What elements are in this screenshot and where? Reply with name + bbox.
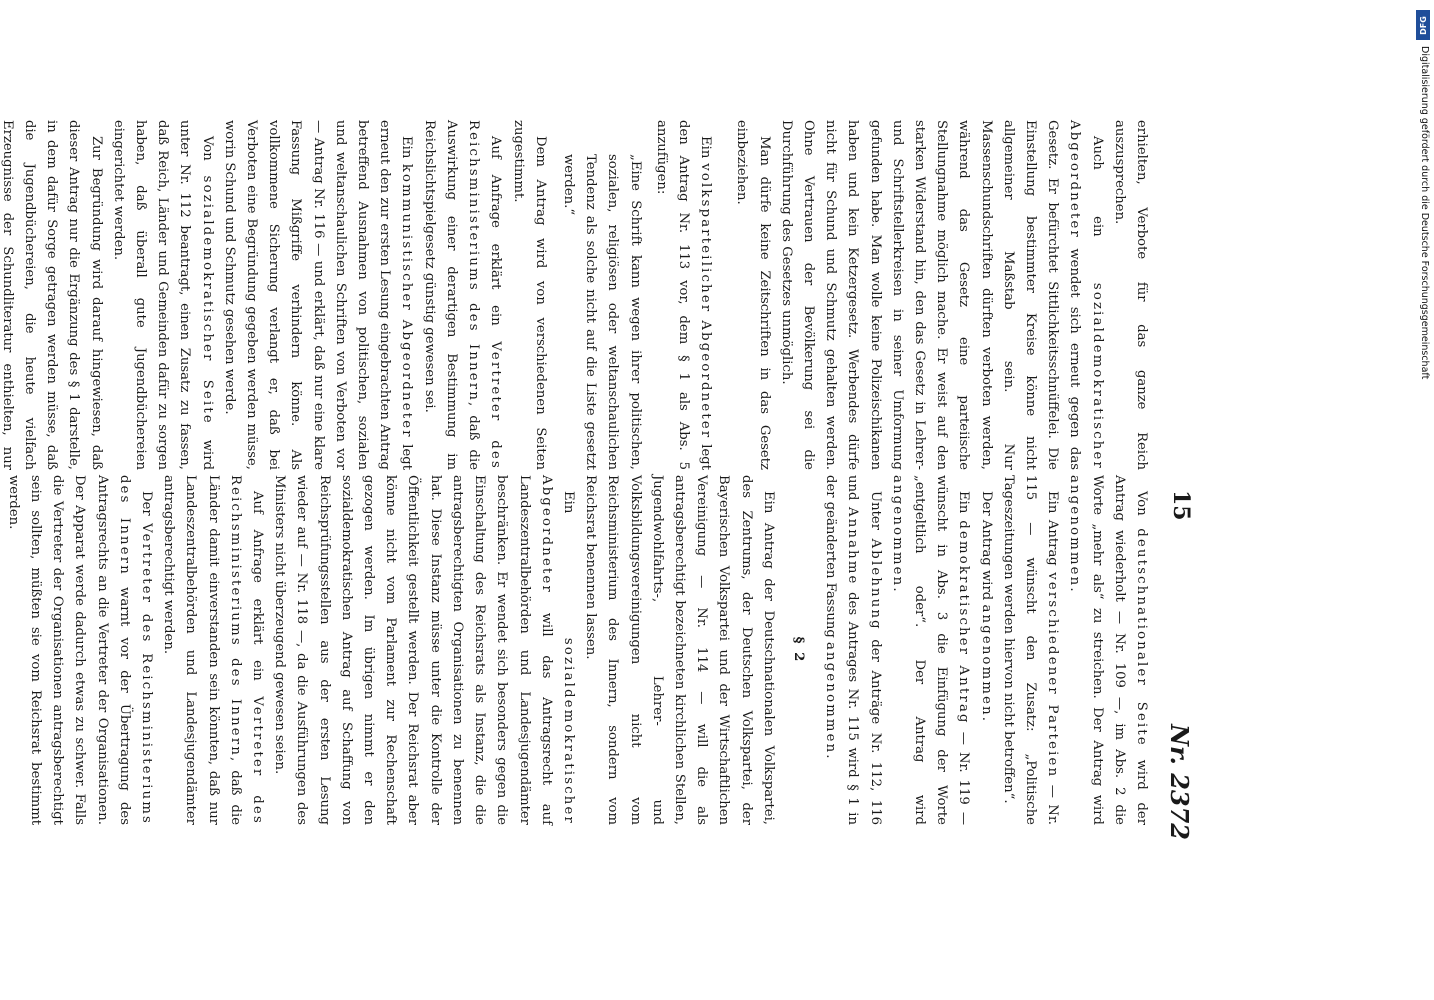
- paragraph: Auf Anfrage erklärt ein Vertreter des Reichsministeriums des Innern, daß die Länder damit einverstanden sein könnten, daß nur Landeszentralbehörden und Landesjugendämter antragsberechtigt werden.: [161, 475, 266, 825]
- document-number: Nr. 2372: [1165, 724, 1194, 840]
- paragraph: Ein sozialdemokratischer Abgeordneter will das Antragsrecht auf Landeszentralbehörden und Landesjugendämter beschränken. Er wendet sich besonders gegen die Einschaltung des Reichsrats als Instanz, die die antragsberechtigten Organisationen zu benennen hat. Diese Instanz müsse unter die Kontrolle der Öffentlichkeit gestellt werden. Der Reichsrat aber könne nicht vom Parlament zur Rechenschaft gezogen werden. Im übrigen nimmt er den sozialdemokratischen Antrag auf Schaffung von Reichsprüfungsstellen aus der ersten Lesung wieder auf — Nr. 118 —, da die Ausführungen des Ministers nicht überzeugend gewesen seien.: [272, 475, 576, 825]
- dfg-logo: DFG: [1416, 10, 1430, 40]
- section-heading: § 2: [790, 636, 806, 664]
- paragraph: [0, 475, 2, 825]
- paragraph: Unter Ablehnung der Anträge Nr. 112, 116 und Annahme des Antrages Nr. 115 wird § 1 in der geänderten Fassung angenommen.: [823, 475, 883, 826]
- paragraph: Dem Antrag wird von verschiedenen Seiten zugestimmt.: [510, 120, 548, 470]
- right-column: [0, 475, 1152, 825]
- credit-text: Digitalisierung gefördert durch die Deutsche Forschungsgemeinschaft: [1419, 46, 1430, 380]
- paragraph: Man dürfe keine Zeitschriften in das Gesetz einbeziehen.: [734, 120, 772, 470]
- paragraph: Ein Antrag der Deutschnationalen Volkspartei, des Zentrums, der Deutschen Volkspartei, der Bayerischen Volkspartei und der Wirtschaftlichen Vereinigung — Nr. 114 — will die als antragsberechtigt bezeichneten kirchlichen Stellen, Jugendwohlfahrts-, Lehrer- und Volksbildungsvereinigungen nicht vom Reichsministerium des Innern, sondern vom Reichsrat benennen lassen.: [583, 475, 776, 825]
- page-header: [1154, 120, 1194, 840]
- quoted-motion: „Eine Schrift kann wegen ihrer politischen, sozialen, religiösen oder weltanschaulichen Tendenz als solche nicht auf die Liste gesetzt werden.“: [560, 154, 643, 470]
- left-column: [0, 120, 1152, 470]
- paragraph: Ein demokratischer Antrag — Nr. 119 — wünscht in Abs. 3 die Einfügung der Worte „entgeltlich oder“. Der Antrag wird angenommen.: [889, 475, 972, 826]
- paragraph: Von deutschnationaler Seite wird der Antrag wiederholt — Nr. 109 —, im Abs. 2 die Worte „mehr als“ zu streichen. Der Antrag wird angenommen.: [1067, 475, 1149, 826]
- paragraph: Der Vertreter des Reichsministeriums des Innern warnt vor der Übertragung des Antragsrechts an die Vertreter der Organisationen. Der Apparat werde dadurch etwas zu schwer. Falls die Vertreter der Organisationen antragsberechtigt sein sollten, müßten sie vom Reichsrat bestimmt werden.: [5, 475, 155, 825]
- paragraph: Ein kommunistischer Abgeordneter legt erneut den zur ersten Lesung eingebrachten Antrag betreffend Ausnahmen von politischen, sozialen und weltanschaulichen Schriften von Verboten vor — Antrag Nr. 116 — und erklärt, daß nur eine klare Fassung Mißgriffe verhindern könne. Als vollkommene Sicherung verlangt er, daß bei Verboten eine Begründung gegeben werden müsse, worin Schund und Schmutz gesehen werde.: [221, 120, 415, 470]
- paragraph: Auf Anfrage erklärt ein Vertreter des Reichsministeriums des Innern, daß die Auswirkung einer derartigen Bestimmung im Reichslichtspielgesetz günstig gewesen sei.: [421, 120, 504, 470]
- paragraph: erhielten, Verbote für das ganze Reich auszusprechen.: [1111, 120, 1149, 470]
- paragraph: Ein volksparteilicher Abgeordneter legt den Antrag Nr. 113 vor, dem § 1 als Abs. 5 anzufügen:: [653, 120, 714, 471]
- paragraph: Zur Begründung wird darauf hingewiesen, daß dieser Antrag nur die Ergänzung des § 1 darstelle, in dem dafür Sorge getragen werden müsse, daß die Jugendbüchereien, die heute vielfach Erzeugnisse der Schundliteratur enthielten, nur: [0, 120, 104, 470]
- page-number: 15: [1168, 490, 1194, 521]
- paragraph: Ein Antrag verschiedener Parteien — Nr. 115 — wünscht den Zusatz: „Politische Tageszeitungen werden hiervon nicht betroffen“.: [1000, 475, 1061, 826]
- paragraph: Von sozialdemokratischer Seite wird unter Nr. 112 beantragt, einen Zusatz zu fassen, daß Reich, Länder und Gemeinden dafür zu sorgen haben, daß überall gute Jugendbüchereien eingerichtet werden.: [110, 120, 215, 471]
- paragraph: Auch ein sozialdemokratischer Abgeordneter wendet sich erneut gegen das Gesetz. Er befürchtet Sittlichkeitsschnüffelei. Die Einstellung bestimmter Kreise könne nicht allgemeiner Maßstab sein. Nur Massenschundschriften dürften verboten werden, während das Gesetz eine parteiische Stellungnahme möglich mache. Er weist auf den starken Widerstand hin, den das Gesetz in Lehrer- und Schriftstellerkreisen in seiner Umformung gefunden habe. Man wolle keine Polizeischikanen haben und kein Ketzergesetz. Werbendes dürfe nicht für Schund und Schmutz gehalten werden. Ohne Vertrauen der Bevölkerung sei die Durchführung des Gesetzes unmöglich.: [778, 120, 1105, 470]
- digitization-credit: [1416, 10, 1430, 1000]
- paragraph: Der Antrag wird angenommen.: [978, 491, 994, 724]
